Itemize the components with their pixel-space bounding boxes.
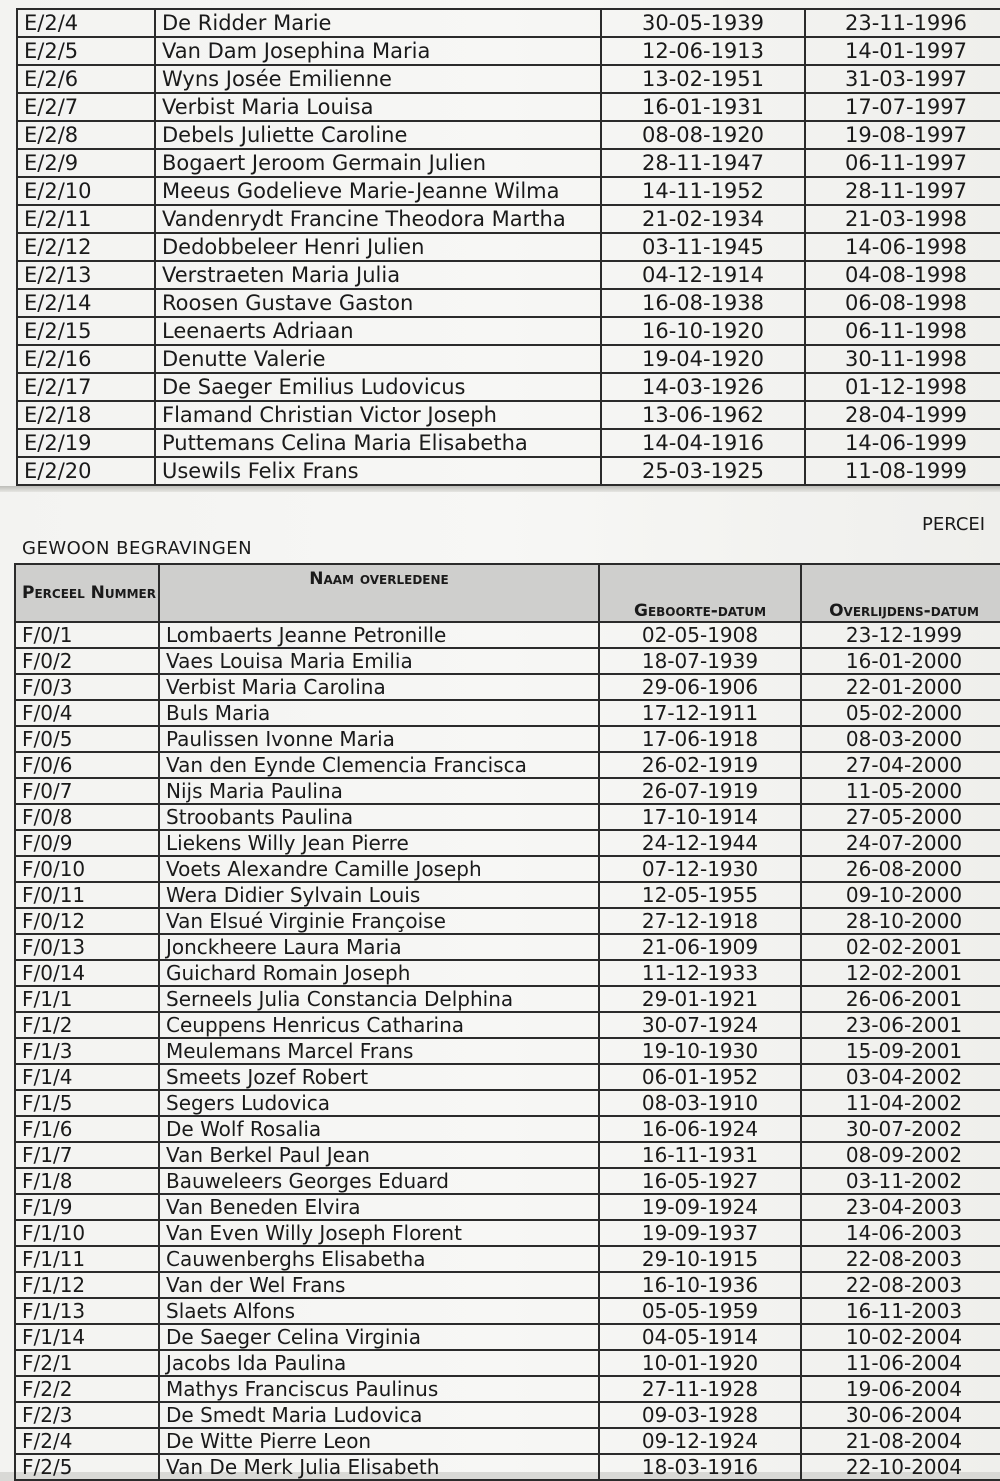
cell-death-date: 04-08-1998 bbox=[805, 261, 1000, 289]
table-row bbox=[17, 401, 1000, 429]
cell-deceased-name: De Smedt Maria Ludovica bbox=[159, 1402, 599, 1428]
cell-death-date: 28-04-1999 bbox=[805, 401, 1000, 429]
table-row bbox=[15, 752, 1000, 778]
table-row bbox=[17, 233, 1000, 261]
table-row bbox=[15, 1272, 1000, 1298]
cell-deceased-name: Vandenrydt Francine Theodora Martha bbox=[155, 205, 601, 233]
cell-death-date: 26-06-2001 bbox=[801, 986, 1000, 1012]
cell-death-date: 12-02-2001 bbox=[801, 960, 1000, 986]
cell-death-date: 01-12-1998 bbox=[805, 373, 1000, 401]
section-title: GEWOON BEGRAVINGEN bbox=[22, 538, 253, 559]
table-row bbox=[15, 1350, 1000, 1376]
main-register-table bbox=[14, 563, 1000, 1481]
table-row bbox=[15, 726, 1000, 752]
table-row bbox=[17, 121, 1000, 149]
cell-plot-number: F/2/1 bbox=[15, 1350, 159, 1376]
cell-plot-number: F/1/12 bbox=[15, 1272, 159, 1298]
cell-deceased-name: Liekens Willy Jean Pierre bbox=[159, 830, 599, 856]
cell-birth-date: 26-07-1919 bbox=[599, 778, 801, 804]
cell-deceased-name: Bogaert Jeroom Germain Julien bbox=[155, 149, 601, 177]
cell-birth-date: 27-12-1918 bbox=[599, 908, 801, 934]
cell-death-date: 16-11-2003 bbox=[801, 1298, 1000, 1324]
cell-birth-date: 12-05-1955 bbox=[599, 882, 801, 908]
cell-birth-date: 28-11-1947 bbox=[601, 149, 805, 177]
header-birth-date: Geboorte-datum bbox=[599, 564, 801, 622]
cell-death-date: 28-10-2000 bbox=[801, 908, 1000, 934]
cell-death-date: 11-05-2000 bbox=[801, 778, 1000, 804]
cell-plot-number: F/0/11 bbox=[15, 882, 159, 908]
cell-plot-number: F/0/6 bbox=[15, 752, 159, 778]
cell-deceased-name: Smeets Jozef Robert bbox=[159, 1064, 599, 1090]
cell-plot-number: F/2/3 bbox=[15, 1402, 159, 1428]
cell-plot-number: E/2/9 bbox=[17, 149, 155, 177]
cell-deceased-name: Usewils Felix Frans bbox=[155, 457, 601, 485]
cell-deceased-name: Van Berkel Paul Jean bbox=[159, 1142, 599, 1168]
cell-plot-number: F/1/11 bbox=[15, 1246, 159, 1272]
cell-death-date: 26-08-2000 bbox=[801, 856, 1000, 882]
table-row bbox=[17, 149, 1000, 177]
cell-deceased-name: De Ridder Marie bbox=[155, 9, 601, 37]
cell-deceased-name: Van Dam Josephina Maria bbox=[155, 37, 601, 65]
cell-plot-number: E/2/14 bbox=[17, 289, 155, 317]
cell-birth-date: 18-07-1939 bbox=[599, 648, 801, 674]
table-row bbox=[15, 882, 1000, 908]
cell-birth-date: 19-09-1924 bbox=[599, 1194, 801, 1220]
cell-plot-number: E/2/5 bbox=[17, 37, 155, 65]
cell-death-date: 22-08-2003 bbox=[801, 1246, 1000, 1272]
cell-deceased-name: Slaets Alfons bbox=[159, 1298, 599, 1324]
cell-deceased-name: Dedobbeleer Henri Julien bbox=[155, 233, 601, 261]
cell-plot-number: E/2/17 bbox=[17, 373, 155, 401]
cell-deceased-name: Nijs Maria Paulina bbox=[159, 778, 599, 804]
cell-deceased-name: Bauweleers Georges Eduard bbox=[159, 1168, 599, 1194]
cell-birth-date: 16-05-1927 bbox=[599, 1168, 801, 1194]
cell-deceased-name: Cauwenberghs Elisabetha bbox=[159, 1246, 599, 1272]
cell-birth-date: 30-05-1939 bbox=[601, 9, 805, 37]
cell-deceased-name: Verstraeten Maria Julia bbox=[155, 261, 601, 289]
cell-death-date: 28-11-1997 bbox=[805, 177, 1000, 205]
table-row bbox=[17, 289, 1000, 317]
cell-deceased-name: Lombaerts Jeanne Petronille bbox=[159, 622, 599, 648]
cell-birth-date: 19-04-1920 bbox=[601, 345, 805, 373]
cell-plot-number: E/2/4 bbox=[17, 9, 155, 37]
cell-birth-date: 19-09-1937 bbox=[599, 1220, 801, 1246]
cell-birth-date: 29-06-1906 bbox=[599, 674, 801, 700]
cell-plot-number: F/0/2 bbox=[15, 648, 159, 674]
cell-plot-number: F/0/12 bbox=[15, 908, 159, 934]
cell-plot-number: F/0/9 bbox=[15, 830, 159, 856]
cell-deceased-name: Verbist Maria Carolina bbox=[159, 674, 599, 700]
table-row bbox=[15, 1168, 1000, 1194]
cell-deceased-name: Van der Wel Frans bbox=[159, 1272, 599, 1298]
cell-death-date: 19-06-2004 bbox=[801, 1376, 1000, 1402]
cell-death-date: 22-08-2003 bbox=[801, 1272, 1000, 1298]
cell-plot-number: E/2/8 bbox=[17, 121, 155, 149]
cut-off-heading: PERCEI bbox=[922, 514, 986, 535]
cell-birth-date: 29-10-1915 bbox=[599, 1246, 801, 1272]
table-row bbox=[17, 317, 1000, 345]
cell-birth-date: 13-06-1962 bbox=[601, 401, 805, 429]
cell-birth-date: 03-11-1945 bbox=[601, 233, 805, 261]
cell-birth-date: 10-01-1920 bbox=[599, 1350, 801, 1376]
cell-deceased-name: De Witte Pierre Leon bbox=[159, 1428, 599, 1454]
table-row bbox=[17, 457, 1000, 485]
cell-deceased-name: Van den Eynde Clemencia Francisca bbox=[159, 752, 599, 778]
cell-death-date: 23-12-1999 bbox=[801, 622, 1000, 648]
cell-plot-number: F/0/4 bbox=[15, 700, 159, 726]
cell-deceased-name: Voets Alexandre Camille Joseph bbox=[159, 856, 599, 882]
cell-birth-date: 30-07-1924 bbox=[599, 1012, 801, 1038]
cell-death-date: 31-03-1997 bbox=[805, 65, 1000, 93]
cell-deceased-name: Jacobs Ida Paulina bbox=[159, 1350, 599, 1376]
cell-death-date: 11-04-2002 bbox=[801, 1090, 1000, 1116]
cell-plot-number: E/2/18 bbox=[17, 401, 155, 429]
cell-plot-number: E/2/10 bbox=[17, 177, 155, 205]
cell-birth-date: 29-01-1921 bbox=[599, 986, 801, 1012]
cell-birth-date: 09-12-1924 bbox=[599, 1428, 801, 1454]
cell-deceased-name: Jonckheere Laura Maria bbox=[159, 934, 599, 960]
cell-death-date: 27-04-2000 bbox=[801, 752, 1000, 778]
cell-death-date: 30-11-1998 bbox=[805, 345, 1000, 373]
cell-death-date: 02-02-2001 bbox=[801, 934, 1000, 960]
table-row bbox=[15, 1246, 1000, 1272]
cell-plot-number: F/2/2 bbox=[15, 1376, 159, 1402]
cell-plot-number: F/1/1 bbox=[15, 986, 159, 1012]
cell-birth-date: 08-03-1910 bbox=[599, 1090, 801, 1116]
table-row bbox=[15, 700, 1000, 726]
cell-plot-number: E/2/16 bbox=[17, 345, 155, 373]
cell-birth-date: 19-10-1930 bbox=[599, 1038, 801, 1064]
cell-birth-date: 25-03-1925 bbox=[601, 457, 805, 485]
table-row bbox=[17, 65, 1000, 93]
page-fold bbox=[0, 486, 1000, 492]
cell-deceased-name: Vaes Louisa Maria Emilia bbox=[159, 648, 599, 674]
cell-plot-number: F/1/9 bbox=[15, 1194, 159, 1220]
cell-birth-date: 24-12-1944 bbox=[599, 830, 801, 856]
main-register-body bbox=[15, 622, 1000, 1480]
cell-plot-number: F/0/5 bbox=[15, 726, 159, 752]
cell-death-date: 14-01-1997 bbox=[805, 37, 1000, 65]
table-row bbox=[17, 37, 1000, 65]
cell-death-date: 08-09-2002 bbox=[801, 1142, 1000, 1168]
table-row bbox=[15, 622, 1000, 648]
cell-deceased-name: Mathys Franciscus Paulinus bbox=[159, 1376, 599, 1402]
cell-plot-number: F/0/7 bbox=[15, 778, 159, 804]
cell-death-date: 14-06-1998 bbox=[805, 233, 1000, 261]
cell-death-date: 23-11-1996 bbox=[805, 9, 1000, 37]
cell-deceased-name: De Saeger Celina Virginia bbox=[159, 1324, 599, 1350]
table-row bbox=[17, 429, 1000, 457]
cell-death-date: 06-08-1998 bbox=[805, 289, 1000, 317]
cell-death-date: 19-08-1997 bbox=[805, 121, 1000, 149]
table-row bbox=[17, 93, 1000, 121]
cell-deceased-name: Ceuppens Henricus Catharina bbox=[159, 1012, 599, 1038]
cell-plot-number: F/1/3 bbox=[15, 1038, 159, 1064]
cell-plot-number: F/1/14 bbox=[15, 1324, 159, 1350]
table-row bbox=[15, 1324, 1000, 1350]
cell-death-date: 17-07-1997 bbox=[805, 93, 1000, 121]
cell-deceased-name: Denutte Valerie bbox=[155, 345, 601, 373]
table-row bbox=[15, 1064, 1000, 1090]
table-row bbox=[15, 1116, 1000, 1142]
cell-birth-date: 21-02-1934 bbox=[601, 205, 805, 233]
cell-birth-date: 14-11-1952 bbox=[601, 177, 805, 205]
cell-deceased-name: Flamand Christian Victor Joseph bbox=[155, 401, 601, 429]
table-row bbox=[15, 1454, 1000, 1480]
cell-deceased-name: Wyns Josée Emilienne bbox=[155, 65, 601, 93]
cell-birth-date: 05-05-1959 bbox=[599, 1298, 801, 1324]
cell-deceased-name: Debels Juliette Caroline bbox=[155, 121, 601, 149]
table-row bbox=[17, 261, 1000, 289]
cell-death-date: 23-06-2001 bbox=[801, 1012, 1000, 1038]
cell-plot-number: E/2/7 bbox=[17, 93, 155, 121]
table-row bbox=[15, 1142, 1000, 1168]
cell-plot-number: F/0/10 bbox=[15, 856, 159, 882]
table-row bbox=[15, 908, 1000, 934]
cell-birth-date: 18-03-1916 bbox=[599, 1454, 801, 1480]
cell-deceased-name: De Saeger Emilius Ludovicus bbox=[155, 373, 601, 401]
cell-birth-date: 08-08-1920 bbox=[601, 121, 805, 149]
cell-death-date: 03-04-2002 bbox=[801, 1064, 1000, 1090]
cell-plot-number: E/2/13 bbox=[17, 261, 155, 289]
cell-deceased-name: Leenaerts Adriaan bbox=[155, 317, 601, 345]
header-plot-number: Perceel Nummer bbox=[15, 564, 159, 622]
cell-birth-date: 17-12-1911 bbox=[599, 700, 801, 726]
cell-plot-number: F/0/14 bbox=[15, 960, 159, 986]
cell-birth-date: 16-01-1931 bbox=[601, 93, 805, 121]
cell-birth-date: 06-01-1952 bbox=[599, 1064, 801, 1090]
cell-birth-date: 16-10-1920 bbox=[601, 317, 805, 345]
cell-plot-number: F/1/7 bbox=[15, 1142, 159, 1168]
table-row bbox=[15, 1298, 1000, 1324]
cell-deceased-name: Van Elsué Virginie Françoise bbox=[159, 908, 599, 934]
table-row bbox=[15, 986, 1000, 1012]
cell-plot-number: F/1/2 bbox=[15, 1012, 159, 1038]
cell-plot-number: E/2/20 bbox=[17, 457, 155, 485]
cell-plot-number: F/2/5 bbox=[15, 1454, 159, 1480]
cell-plot-number: F/1/4 bbox=[15, 1064, 159, 1090]
table-row bbox=[15, 1402, 1000, 1428]
table-row bbox=[15, 1194, 1000, 1220]
table-row bbox=[17, 9, 1000, 37]
cell-death-date: 24-07-2000 bbox=[801, 830, 1000, 856]
cell-death-date: 21-08-2004 bbox=[801, 1428, 1000, 1454]
cell-deceased-name: Paulissen Ivonne Maria bbox=[159, 726, 599, 752]
cell-death-date: 23-04-2003 bbox=[801, 1194, 1000, 1220]
table-row bbox=[15, 674, 1000, 700]
cell-death-date: 03-11-2002 bbox=[801, 1168, 1000, 1194]
cell-birth-date: 04-05-1914 bbox=[599, 1324, 801, 1350]
cell-deceased-name: Buls Maria bbox=[159, 700, 599, 726]
cell-death-date: 11-08-1999 bbox=[805, 457, 1000, 485]
cell-death-date: 30-06-2004 bbox=[801, 1402, 1000, 1428]
cell-death-date: 14-06-1999 bbox=[805, 429, 1000, 457]
table-row bbox=[15, 1012, 1000, 1038]
cell-birth-date: 16-06-1924 bbox=[599, 1116, 801, 1142]
cell-plot-number: F/1/6 bbox=[15, 1116, 159, 1142]
cell-death-date: 15-09-2001 bbox=[801, 1038, 1000, 1064]
table-row bbox=[17, 373, 1000, 401]
cell-deceased-name: Meulemans Marcel Frans bbox=[159, 1038, 599, 1064]
cell-death-date: 08-03-2000 bbox=[801, 726, 1000, 752]
cell-deceased-name: De Wolf Rosalia bbox=[159, 1116, 599, 1142]
cell-birth-date: 14-04-1916 bbox=[601, 429, 805, 457]
cell-plot-number: E/2/11 bbox=[17, 205, 155, 233]
cell-deceased-name: Puttemans Celina Maria Elisabetha bbox=[155, 429, 601, 457]
top-register-table bbox=[16, 8, 1000, 486]
table-row bbox=[15, 934, 1000, 960]
table-row bbox=[17, 177, 1000, 205]
cell-plot-number: F/1/10 bbox=[15, 1220, 159, 1246]
cell-death-date: 06-11-1997 bbox=[805, 149, 1000, 177]
cell-death-date: 11-06-2004 bbox=[801, 1350, 1000, 1376]
cell-birth-date: 04-12-1914 bbox=[601, 261, 805, 289]
cell-birth-date: 26-02-1919 bbox=[599, 752, 801, 778]
cell-birth-date: 17-10-1914 bbox=[599, 804, 801, 830]
cell-birth-date: 27-11-1928 bbox=[599, 1376, 801, 1402]
cell-death-date: 21-03-1998 bbox=[805, 205, 1000, 233]
table-row bbox=[15, 778, 1000, 804]
cell-deceased-name: Serneels Julia Constancia Delphina bbox=[159, 986, 599, 1012]
cell-plot-number: F/0/1 bbox=[15, 622, 159, 648]
cell-deceased-name: Verbist Maria Louisa bbox=[155, 93, 601, 121]
table-row bbox=[15, 1038, 1000, 1064]
cell-deceased-name: Van Even Willy Joseph Florent bbox=[159, 1220, 599, 1246]
cell-birth-date: 16-08-1938 bbox=[601, 289, 805, 317]
table-header-row bbox=[15, 564, 1000, 622]
table-row bbox=[17, 205, 1000, 233]
cell-plot-number: E/2/12 bbox=[17, 233, 155, 261]
table-row bbox=[17, 345, 1000, 373]
cell-birth-date: 14-03-1926 bbox=[601, 373, 805, 401]
cell-deceased-name: Van De Merk Julia Elisabeth bbox=[159, 1454, 599, 1480]
cell-death-date: 22-01-2000 bbox=[801, 674, 1000, 700]
cell-birth-date: 07-12-1930 bbox=[599, 856, 801, 882]
cell-deceased-name: Roosen Gustave Gaston bbox=[155, 289, 601, 317]
cell-death-date: 16-01-2000 bbox=[801, 648, 1000, 674]
cell-deceased-name: Van Beneden Elvira bbox=[159, 1194, 599, 1220]
cell-birth-date: 02-05-1908 bbox=[599, 622, 801, 648]
cell-birth-date: 21-06-1909 bbox=[599, 934, 801, 960]
cell-plot-number: F/1/8 bbox=[15, 1168, 159, 1194]
cell-death-date: 14-06-2003 bbox=[801, 1220, 1000, 1246]
cell-plot-number: F/2/4 bbox=[15, 1428, 159, 1454]
cell-birth-date: 17-06-1918 bbox=[599, 726, 801, 752]
cell-plot-number: E/2/15 bbox=[17, 317, 155, 345]
table-row bbox=[15, 830, 1000, 856]
cell-death-date: 05-02-2000 bbox=[801, 700, 1000, 726]
cell-plot-number: F/0/13 bbox=[15, 934, 159, 960]
table-row bbox=[15, 648, 1000, 674]
cell-death-date: 30-07-2002 bbox=[801, 1116, 1000, 1142]
table-row bbox=[15, 1220, 1000, 1246]
top-register-body bbox=[17, 9, 1000, 485]
cell-birth-date: 09-03-1928 bbox=[599, 1402, 801, 1428]
table-row bbox=[15, 856, 1000, 882]
cell-birth-date: 13-02-1951 bbox=[601, 65, 805, 93]
cell-birth-date: 12-06-1913 bbox=[601, 37, 805, 65]
table-row bbox=[15, 1090, 1000, 1116]
cell-plot-number: F/0/3 bbox=[15, 674, 159, 700]
cell-death-date: 22-10-2004 bbox=[801, 1454, 1000, 1480]
cell-birth-date: 16-11-1931 bbox=[599, 1142, 801, 1168]
cell-deceased-name: Wera Didier Sylvain Louis bbox=[159, 882, 599, 908]
cell-death-date: 06-11-1998 bbox=[805, 317, 1000, 345]
cell-plot-number: F/0/8 bbox=[15, 804, 159, 830]
cell-death-date: 27-05-2000 bbox=[801, 804, 1000, 830]
cell-plot-number: F/1/5 bbox=[15, 1090, 159, 1116]
cell-birth-date: 16-10-1936 bbox=[599, 1272, 801, 1298]
cell-deceased-name: Meeus Godelieve Marie-Jeanne Wilma bbox=[155, 177, 601, 205]
table-row bbox=[15, 804, 1000, 830]
cell-birth-date: 11-12-1933 bbox=[599, 960, 801, 986]
table-row bbox=[15, 960, 1000, 986]
cell-deceased-name: Segers Ludovica bbox=[159, 1090, 599, 1116]
cell-deceased-name: Stroobants Paulina bbox=[159, 804, 599, 830]
table-row bbox=[15, 1376, 1000, 1402]
cell-plot-number: F/1/13 bbox=[15, 1298, 159, 1324]
table-row bbox=[15, 1428, 1000, 1454]
cell-plot-number: E/2/19 bbox=[17, 429, 155, 457]
cell-death-date: 09-10-2000 bbox=[801, 882, 1000, 908]
cell-plot-number: E/2/6 bbox=[17, 65, 155, 93]
header-death-date: Overlijdens-datum bbox=[801, 564, 1000, 622]
cell-death-date: 10-02-2004 bbox=[801, 1324, 1000, 1350]
cell-deceased-name: Guichard Romain Joseph bbox=[159, 960, 599, 986]
header-deceased-name: Naam overledene bbox=[159, 564, 599, 622]
